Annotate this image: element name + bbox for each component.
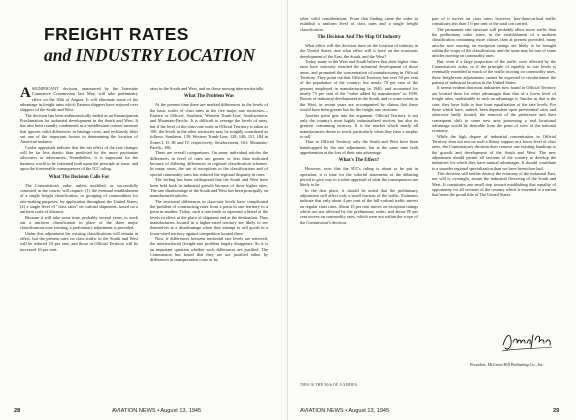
column-2 xyxy=(150,86,268,403)
paragraph: Today, many in the West and South believe that their higher class rates have seriously retarded the industrial development of those areas, and promoted the concentration of manufacturing in Official Territory. They point out that Official Territory has over 50 per cent of the population of the country; but nearly 70 per cent of the persons employed in manufacturing in 1940, and accounted for nearly 73 per cent of the "value added by manufacture" in 1939. Boosts of industrial development in the South, and to some extent in the West, in recent years are accompanied by claims that these would have been greater but for the freight rate structure. xyxy=(300,59,418,113)
paragraph: At the present time there are marked differences in the levels of the basic scales of class rates in the five major rate territories—Eastern or Official, Southern, Western Trunk-Line, Southwestern, and Mountain-Pacific. It is difficult to average the levels of rates, but if the level of the class-rate scale in Official Territory is taken as 100, the levels in the other territories may be roughly considered as follows: Southern, 139; Western Trunk-Line, 128, 146, 151, 184 in Zones I, II, III and IV, respectively; Southwestern, 161; Mountain-Pacific, 186. xyxy=(150,102,268,151)
column-1 xyxy=(20,86,138,403)
publication-name: AVIATION NEWS xyxy=(300,408,344,414)
footer-left xyxy=(14,408,20,414)
signature-caption: President, McGraw-Hill Publishing Co., Inc. xyxy=(470,362,544,367)
page-number-right: 29 xyxy=(553,408,560,414)
paragraph: other valid considerations. From that finding came the order to establish a uniform level of class rates and a single freight classification. xyxy=(300,16,418,32)
paragraph: In the first place, it should be noted that the preliminary adjustment will affect only a small fraction of the traffic. Estimates indicate that only about 4 per cent of the full-carload traffic moves on regular class rates. About 15 per cent moves on exception ratings which are not affected by the preliminary order; and about 85 per cent moves on commodity rates, which were not within the scope of the Commission's decision. xyxy=(300,187,418,225)
issue-date: August 13, 1945 xyxy=(348,408,390,414)
paragraph: Now, if differences between territorial rate levels are removed, the interterritorial (freight-rate problem largely disappears. So it is an important question whether such differences are justified. The Commission has found that they are not justified either by differences in transportation costs or by xyxy=(150,235,268,263)
headline-line-2: and INDUSTRY LOCATION xyxy=(44,45,256,65)
signature-image xyxy=(500,326,554,356)
drop-cap: A xyxy=(20,86,31,101)
paragraph: The feeling has been widespread that the South and West have been held back in industrial growth because of these higher rates. The rate disadvantage of the South and West has been principally on manufactured articles. xyxy=(150,177,268,199)
paragraph: What effect will this decision have on the location of industry in the United States; and what effect will it have on the economic development of the East, the South, and the West? xyxy=(300,43,418,59)
paragraph: The permanent rate structure will probably affect more traffic than the preliminary order since, in the establishment of a uniform classification containing more classes than at present provided, many articles now moving on exception ratings are likely to be brought within the scope of the classification, and the same may be true of some articles moving on commodity rates. xyxy=(432,26,556,59)
paragraph: Cooler appraisals indicate that the net effect of the rate changes will be far less drastic than predicted by the more passionate advocates or adversaries. Nonetheless, it is important for the business world to be informed both upon the principle at issue, and upon the foreseeable consequences of the ICC ruling. xyxy=(20,144,138,172)
series-note: THIS IS THE 30th OF A SERIES xyxy=(300,383,358,387)
paragraph: The territorial differences in class-rate levels have complicated the problem of constructing rates from a point in one territory to a point in another. Today, such a rate tends to represent a blend of the levels in effect at the place of shipment and at the destination. Thus manufacturers located in a higher-rated territory are likely to see themselves at a disadvantage when they attempt to sell goods in a lower-rated territory against competition located there. xyxy=(150,198,268,236)
lead-paragraph: ASIGNIFICANT decision, announced by the Interstate Commerce Commission last May, will take preliminary effect on the 30th of August. It will eliminate some of the advantage in freight rates which Eastern shippers have enjoyed over shippers of the South and West. xyxy=(20,86,138,113)
paragraph: This decision will neither destroy the economy of the industrial East, nor will it, overnight, assure the industrial flowering of the South and West. It constitutes one small step toward establishing that equality of opportunity for all sections of the country which is essential to a nation that bears the proud title of The United States. xyxy=(432,170,556,198)
paragraph: Because it will take some time, probably several years, to work out a uniform classification in place of the three major classifications now existing, a preliminary adjustment is provided. xyxy=(20,214,138,231)
paragraph: rates in the South and West, and on those moving interterritorially. xyxy=(150,86,265,91)
publication-name: AVIATION NEWS xyxy=(112,408,156,414)
paragraph: The decision has been enthusiastically hailed as an Emancipation Proclamation for industrial development in the South and West. It has also been roundly condemned as a meddlesome control measure that ignores valid differences in haulage costs, and recklessly blots out one of the important factors in determining the location of American industry. xyxy=(20,112,138,145)
section-heading: What The Problem Was xyxy=(183,94,235,100)
paragraph: The Commission's order, unless modified, or successfully contested in the courts, will require: (1) the eventual establishment of a single freight classification, or grouping of commodities for rate-making purposes, for application throughout the United States; (2) a single level of "class rates" on carload shipments, based on a uniform scale of distance. xyxy=(20,182,138,215)
headline-line-1: FREIGHT RATES xyxy=(44,24,189,44)
footer-right xyxy=(553,408,559,414)
column-4 xyxy=(432,16,556,324)
paragraph: Another point gets into the argument. Official Territory is not only the country's most highly industrialized section, but also its greatest consuming territory. It is the market which nearly all manufacturers desire to reach, particularly when they have a surplus to sell. xyxy=(300,112,418,139)
paragraph: These are overall comparisons. On many individual articles the differences in level of rates are greater or less than indicated because of differing differences in regional classification schemes. In many cases, the use of exceptions to the classifications and of special commodity rates has reduced the regional disparity in rates. xyxy=(150,150,268,177)
page-number-left: 28 xyxy=(14,408,21,414)
section-heading: What The Decision Calls For xyxy=(48,174,110,180)
page-gutter xyxy=(287,0,288,420)
paragraph: While the high degree of industrial concentration in Official Territory does not rest on such a flimsy support as a lower level of class rates, the Commission's decision does remove one existing handicap to the growth and development of the South and West. The new adjustment should permit all sections of the country to develop the industries for which they have natural advantages. It should contribute to a sounder regional specialization than we have heretofore had. xyxy=(432,133,556,171)
paragraph: However, now that the ICC's ruling is about to be put in operation, it is time for the colorful statements of the debating period to give way to a sober appraisal of what the consequences are likely to be. xyxy=(300,166,418,188)
paragraph: But, even if a large proportion of the traffic were affected by the Commission's order, or if the principle of equality in rate levels is eventually extended to much of the traffic moving on commodity rates, these freight-rate adjustments cannot be expected to revolutionize the pattern of industrial location in the United States. xyxy=(432,58,556,86)
paragraph: part of it moves on class rates; however, less-than-carload traffic constitutes less than 1½ per cent of the total ton carried. xyxy=(432,16,556,27)
footer-left-title: AVIATION NEWS • August 13, 1945 xyxy=(112,408,202,414)
column-3 xyxy=(300,16,418,380)
section-heading: The Decision And The Map Of Industry xyxy=(317,35,401,41)
paragraph: It seems evident that most industries now found in Official Territory are located there for other advantages than that of a lower level of freight rates, undesirable as such an advantage is. Insofar as that is the case, they have little to fear from equalization of the rate levels. For those which have, indeed, been dependent upon preferential rates and otherwise badly located, the removal of the preference and their consequent shift to some new area possessing a real locational advantage would be desirable from the point of view of the national economy. xyxy=(432,85,556,134)
footer-right-title: AVIATION NEWS • August 13, 1945 xyxy=(300,408,390,414)
paragraph: Under this adjustment the existing classifications will remain in effect, but the present rates on class traffic in the South and West will be reduced 10 per cent, and those in Official Territory will be increased 10 per cent. xyxy=(20,230,138,252)
issue-date: August 13, 1945 xyxy=(160,408,202,414)
paragraph: Thus in Official Territory only the South and West have been handicapped by the rate adjustment, but at the same time both apprehension at the loss of their rate advantage. xyxy=(300,139,418,155)
section-heading: What's The Effect? xyxy=(338,158,380,164)
article-headline xyxy=(44,24,256,65)
